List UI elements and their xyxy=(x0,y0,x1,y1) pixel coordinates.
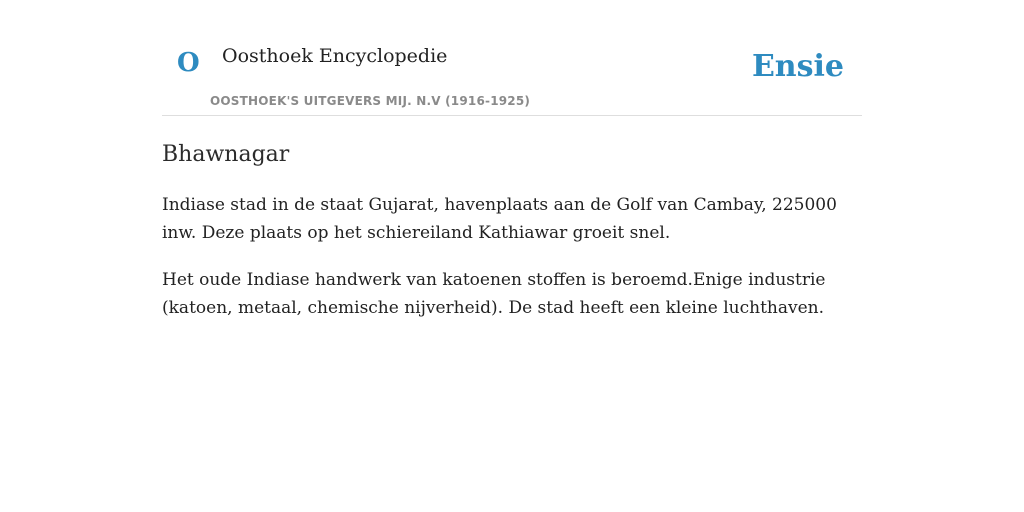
site-header xyxy=(162,0,862,116)
encyclopedia-logo-link[interactable]: O xyxy=(177,48,200,78)
article-paragraph: Het oude Indiase handwerk van katoenen stoffen is beroemd.Enige industrie (katoen, metaal, chemische nijverheid). De stad heeft een kleine luchthaven. xyxy=(162,270,826,319)
content-container xyxy=(162,0,862,322)
publisher-subtitle: OOSTHOEK'S UITGEVERS MIJ. N.V (1916-1925) xyxy=(210,94,531,108)
article-title: Bhawnagar xyxy=(162,142,290,167)
encyclopedia-title: Oosthoek Encyclopedie xyxy=(222,45,448,67)
ensie-brand-link[interactable]: Ensie xyxy=(751,49,844,84)
article xyxy=(162,142,862,322)
article-paragraph: Indiase stad in de staat Gujarat, havenplaats aan de Golf van Cambay, 225000 inw. Deze plaats op het schiereiland Kathiawar groeit snel. xyxy=(162,195,837,244)
